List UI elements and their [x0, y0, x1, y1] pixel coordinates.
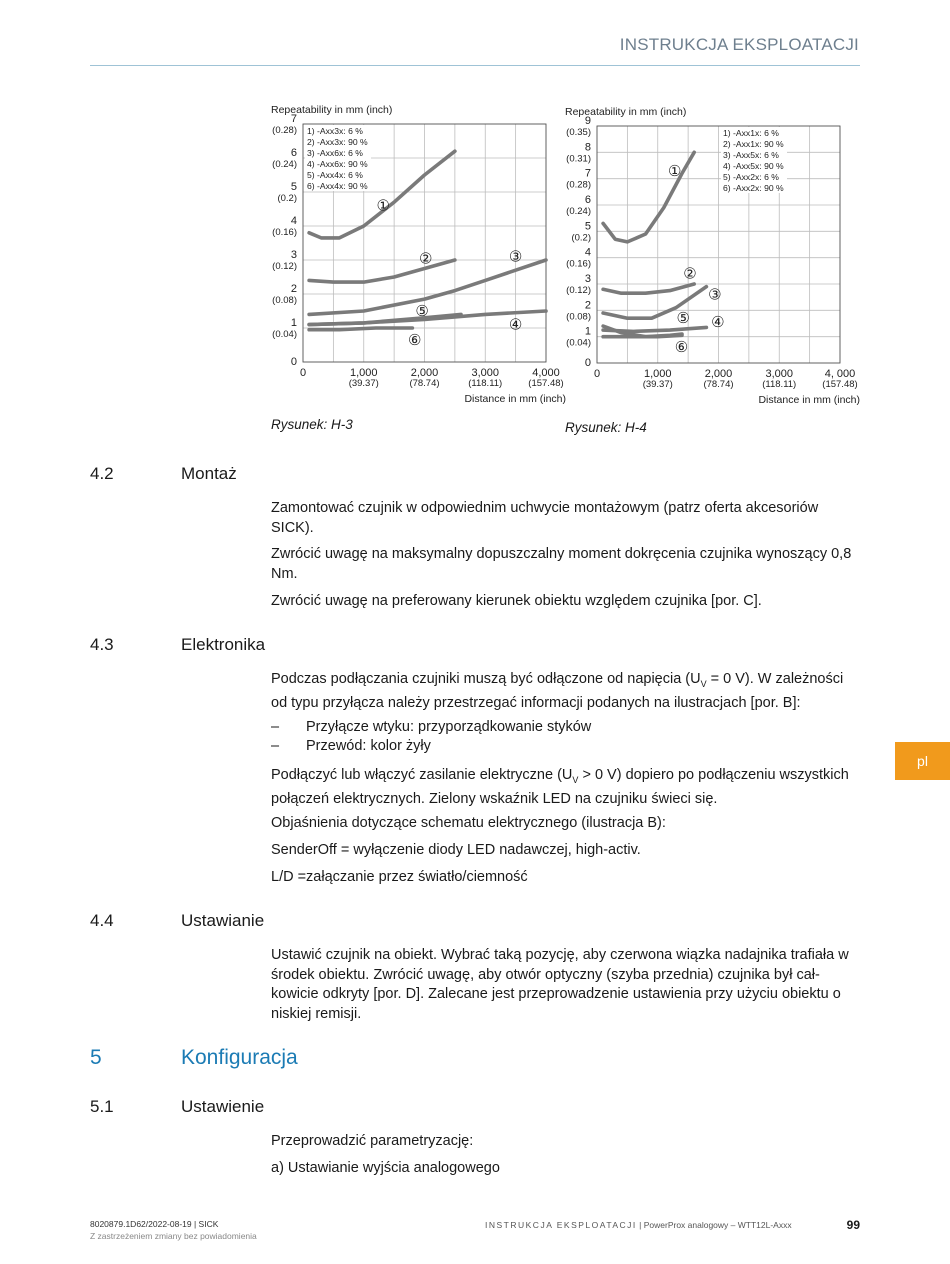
y-tick-label-inch: (0.12): [566, 285, 591, 296]
section-number: 4.2: [90, 464, 114, 483]
series-label: ④: [711, 314, 725, 332]
series-line: [309, 328, 412, 330]
legend-entry: 3) -Axx6x: 6 %: [307, 148, 363, 158]
x-tick-label: 4,000: [532, 367, 560, 379]
y-tick-label: 7: [584, 167, 591, 180]
y-tick-label-inch: (0.2): [571, 232, 591, 244]
legend-entry: 1) -Axx3x: 6 %: [307, 126, 363, 136]
legend-entry: 5) -Axx2x: 6 %: [723, 172, 779, 182]
figure-caption-h3: Rysunek: H-3: [271, 417, 353, 432]
x-tick-label-inch: (78.74): [703, 379, 734, 390]
y-tick-label-inch: (0.04): [272, 329, 297, 340]
paragraph: Zwrócić uwagę na maksymalny dopuszczalny moment dokręcenia czujnika wynoszący 0,8 Nm.: [271, 546, 852, 582]
y-tick-label: 0: [290, 356, 297, 368]
x-axis-label: Distance in mm (inch): [464, 393, 566, 405]
x-tick-label-inch: (39.37): [348, 378, 379, 389]
series-line: [603, 284, 694, 293]
y-axis-label: Repeatability in mm (inch): [271, 104, 393, 116]
x-tick-label: 2,000: [704, 368, 733, 380]
paragraph: L/D =załączanie przez światło/ciemność: [271, 869, 528, 885]
y-tick-label-inch: (0.24): [272, 159, 297, 170]
x-axis-label: Distance in mm (inch): [758, 394, 860, 406]
paragraph: Przeprowadzić parametryzację:: [271, 1133, 474, 1149]
legend-entry: 2) -Axx3x: 90 %: [307, 137, 368, 147]
y-tick-label: 5: [290, 181, 297, 193]
list-item: – Przyłącze wtyku: przyporządkowanie styków: [271, 719, 592, 735]
y-tick-label: 1: [290, 317, 297, 329]
x-tick-label: 4, 000: [824, 368, 856, 380]
y-tick-label: 2: [290, 283, 297, 295]
x-tick-label-inch: (157.48): [528, 378, 564, 389]
x-tick-label: 3,000: [765, 368, 794, 380]
legend-entry: 6) -Axx2x: 90 %: [723, 183, 784, 193]
series-label: ③: [508, 248, 523, 266]
chart-h3: [262, 98, 572, 410]
x-tick-label: 1,000: [349, 367, 378, 379]
x-tick-label-inch: (157.48): [822, 379, 858, 390]
section-number: 4.3: [90, 635, 114, 654]
series-label: ①: [668, 162, 682, 180]
chapter-title: Konfiguracja: [181, 1046, 298, 1069]
header-title: INSTRUKCJA EKSPLOATACJI: [619, 35, 859, 54]
y-tick-label: 6: [290, 147, 297, 159]
y-tick-label: 0: [584, 357, 591, 369]
paragraph: Podczas podłączania czujniki muszą być odłączone od napięcia ($U_V = 0$ V). W zależności od typu przyłącza należy przestrzegać informacji podanych na ilustracjach [por. B]:: [271, 671, 844, 712]
series-label: ⑥: [408, 331, 422, 349]
y-tick-label-inch: (0.35): [566, 127, 591, 138]
section-title: Ustawienie: [181, 1097, 265, 1116]
series-label: ②: [683, 265, 697, 283]
page-number: 99: [846, 1218, 860, 1232]
footer-title: INSTRUKCJA EKSPLOATACJI | PowerProx analogowy – WTT12L-Axxx: [485, 1220, 792, 1230]
section-title: Elektronika: [181, 635, 266, 654]
x-tick-label: 0: [593, 368, 601, 380]
paragraph: Ustawić czujnik na obiekt. Wybrać taką pozycję, aby czerwona wiązka nadajnika trafiała w środek obiektu. Zwrócić uwagę, aby otwór optyczny (szyba przednia) czujnika był całkowicie odkryty [por. D]. Zalecane jest przeprowadzenie ustawienia przy użyciu obiektu o niskiej remisji.: [271, 947, 849, 1022]
series-label: ②: [418, 250, 433, 268]
legend-entry: 4) -Axx6x: 90 %: [307, 159, 368, 169]
paragraph: SenderOff = wyłączenie diody LED nadawczej, high-activ.: [271, 842, 641, 858]
y-tick-label-inch: (0.24): [566, 206, 591, 217]
y-tick-label-inch: (0.28): [272, 125, 297, 136]
list-item: – Przewód: kolor żyły: [271, 738, 431, 754]
series-label: ④: [508, 316, 523, 334]
y-tick-label-inch: (0.31): [566, 153, 591, 165]
x-tick-label-inch: (118.11): [468, 378, 503, 389]
x-tick-label: 3,000: [471, 367, 500, 379]
y-tick-label: 6: [584, 194, 591, 206]
y-tick-label: 3: [290, 249, 297, 261]
x-tick-label-inch: (118.11): [762, 379, 797, 390]
paragraph: a) Ustawianie wyjścia analogowego: [271, 1160, 500, 1176]
x-tick-label: 2,000: [410, 367, 439, 379]
paragraph: Zwrócić uwagę na preferowany kierunek obiektu względem czujnika [por. C].: [271, 593, 762, 609]
chapter-number: 5: [90, 1046, 102, 1069]
footer-note: Z zastrzeżeniem zmiany bez powiadomienia: [90, 1231, 257, 1241]
x-tick-label-inch: (39.37): [642, 379, 673, 390]
section-number: 5.1: [90, 1097, 114, 1116]
y-tick-label: 9: [584, 115, 591, 127]
header-divider: [90, 65, 860, 66]
series-label: ⑥: [674, 339, 689, 357]
x-tick-label-inch: (78.74): [409, 378, 440, 389]
series-line: [309, 260, 455, 282]
section-number: 4.4: [90, 911, 114, 930]
y-tick-label-inch: (0.08): [272, 295, 297, 306]
y-tick-label: 1: [584, 325, 591, 338]
y-tick-label: 4: [290, 215, 297, 227]
y-tick-label-inch: (0.28): [566, 179, 591, 191]
legend-entry: 6) -Axx4x: 90 %: [307, 181, 368, 191]
paragraph: Podłączyć lub włączyć zasilanie elektryczne ($U_V > 0$ V) dopiero po podłączeniu wszystkich połączeń elektrycznych. Zielony wskaźnik LED na czujniku świeci się.: [271, 767, 849, 808]
legend-entry: 2) -Axx1x: 90 %: [723, 139, 784, 149]
y-tick-label: 7: [290, 113, 297, 125]
paragraph: Objaśnienia dotyczące schematu elektrycznego (ilustracja B):: [271, 815, 666, 831]
chart-h4: [556, 98, 866, 412]
y-tick-label-inch: (0.08): [566, 311, 591, 323]
y-axis-label: Repeatability in mm (inch): [565, 106, 687, 118]
x-tick-label: 1,000: [643, 368, 672, 380]
series-label: ①: [376, 197, 390, 215]
y-tick-label: 8: [584, 141, 591, 154]
section-title: Ustawianie: [181, 911, 265, 930]
language-tab: pl: [895, 742, 950, 780]
figure-caption-h4: Rysunek: H-4: [565, 420, 647, 435]
series-label: ⑤: [676, 310, 690, 328]
legend-entry: 1) -Axx1x: 6 %: [723, 128, 779, 138]
y-tick-label-inch: (0.2): [277, 193, 297, 204]
y-tick-label-inch: (0.16): [566, 258, 591, 270]
y-tick-label-inch: (0.12): [272, 261, 297, 272]
y-tick-label: 2: [584, 299, 591, 312]
series-label: ⑤: [415, 303, 429, 320]
y-tick-label: 5: [584, 220, 591, 233]
section-title: Montaż: [181, 464, 237, 483]
y-tick-label: 4: [584, 246, 591, 259]
y-tick-label: 3: [584, 273, 591, 285]
y-tick-label-inch: (0.04): [566, 337, 591, 349]
series-label: ③: [708, 286, 722, 304]
footer-doc-id: 8020879.1D62/2022-08-19 | SICK: [90, 1219, 219, 1229]
legend-entry: 3) -Axx5x: 6 %: [723, 150, 779, 160]
series-line: [603, 335, 682, 336]
legend-entry: 4) -Axx5x: 90 %: [723, 161, 784, 171]
x-tick-label: 0: [299, 367, 307, 379]
legend-entry: 5) -Axx4x: 6 %: [307, 170, 363, 180]
y-tick-label-inch: (0.16): [272, 227, 297, 238]
paragraph: Zamontować czujnik w odpowiednim uchwycie montażowym (patrz oferta akcesoriów SICK).: [271, 500, 819, 536]
